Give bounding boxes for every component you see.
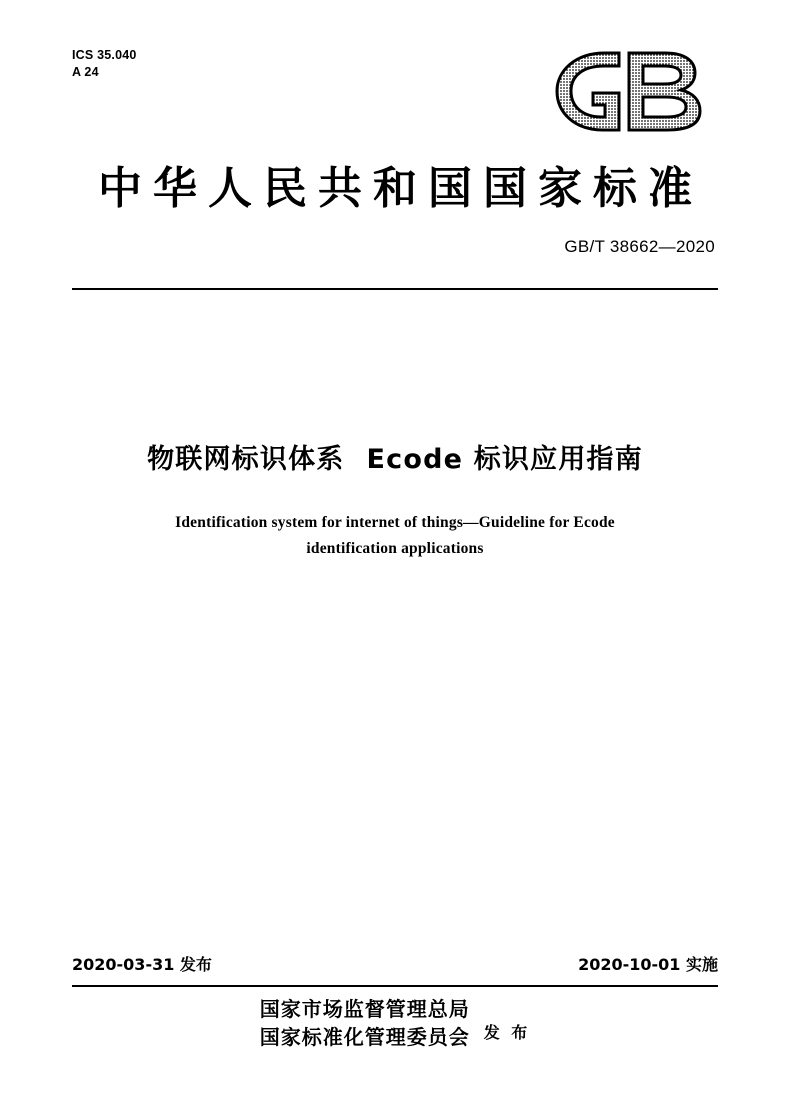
ics-classification-block (72, 47, 137, 81)
issuer-line-2: 国家标准化管理委员会 (259, 1024, 470, 1049)
divider-top (72, 288, 718, 290)
national-standard-title: 中华人民共和国国家标准 (98, 163, 703, 214)
issuer-names (260, 996, 470, 1051)
date-row (72, 952, 718, 975)
implementation-date: 2020-10-01 实施 (578, 955, 718, 974)
ccs-code: A 24 (72, 64, 99, 79)
issuer-line-1: 国家市场监督管理总局 (259, 997, 470, 1021)
document-title-cn-part2: Ecode 标识应用指南 (366, 444, 643, 475)
document-title-cn-part1: 物联网标识体系 (147, 444, 345, 475)
document-title-en-line1: Identification system for internet of things—Guideline for Ecode (175, 514, 615, 531)
gb-logo-icon (545, 45, 715, 137)
divider-bottom (72, 985, 718, 987)
publish-label: 发 布 (483, 1023, 531, 1043)
issue-date: 2020-03-31 发布 (72, 955, 212, 974)
issuer-block (0, 996, 790, 1051)
document-title-en-line2: identification applications (306, 539, 484, 557)
ics-code: ICS 35.040 (72, 48, 137, 62)
document-title-cn (0, 437, 790, 476)
standard-number: GB/T 38662—2020 (564, 237, 715, 256)
document-title-en (140, 510, 650, 561)
